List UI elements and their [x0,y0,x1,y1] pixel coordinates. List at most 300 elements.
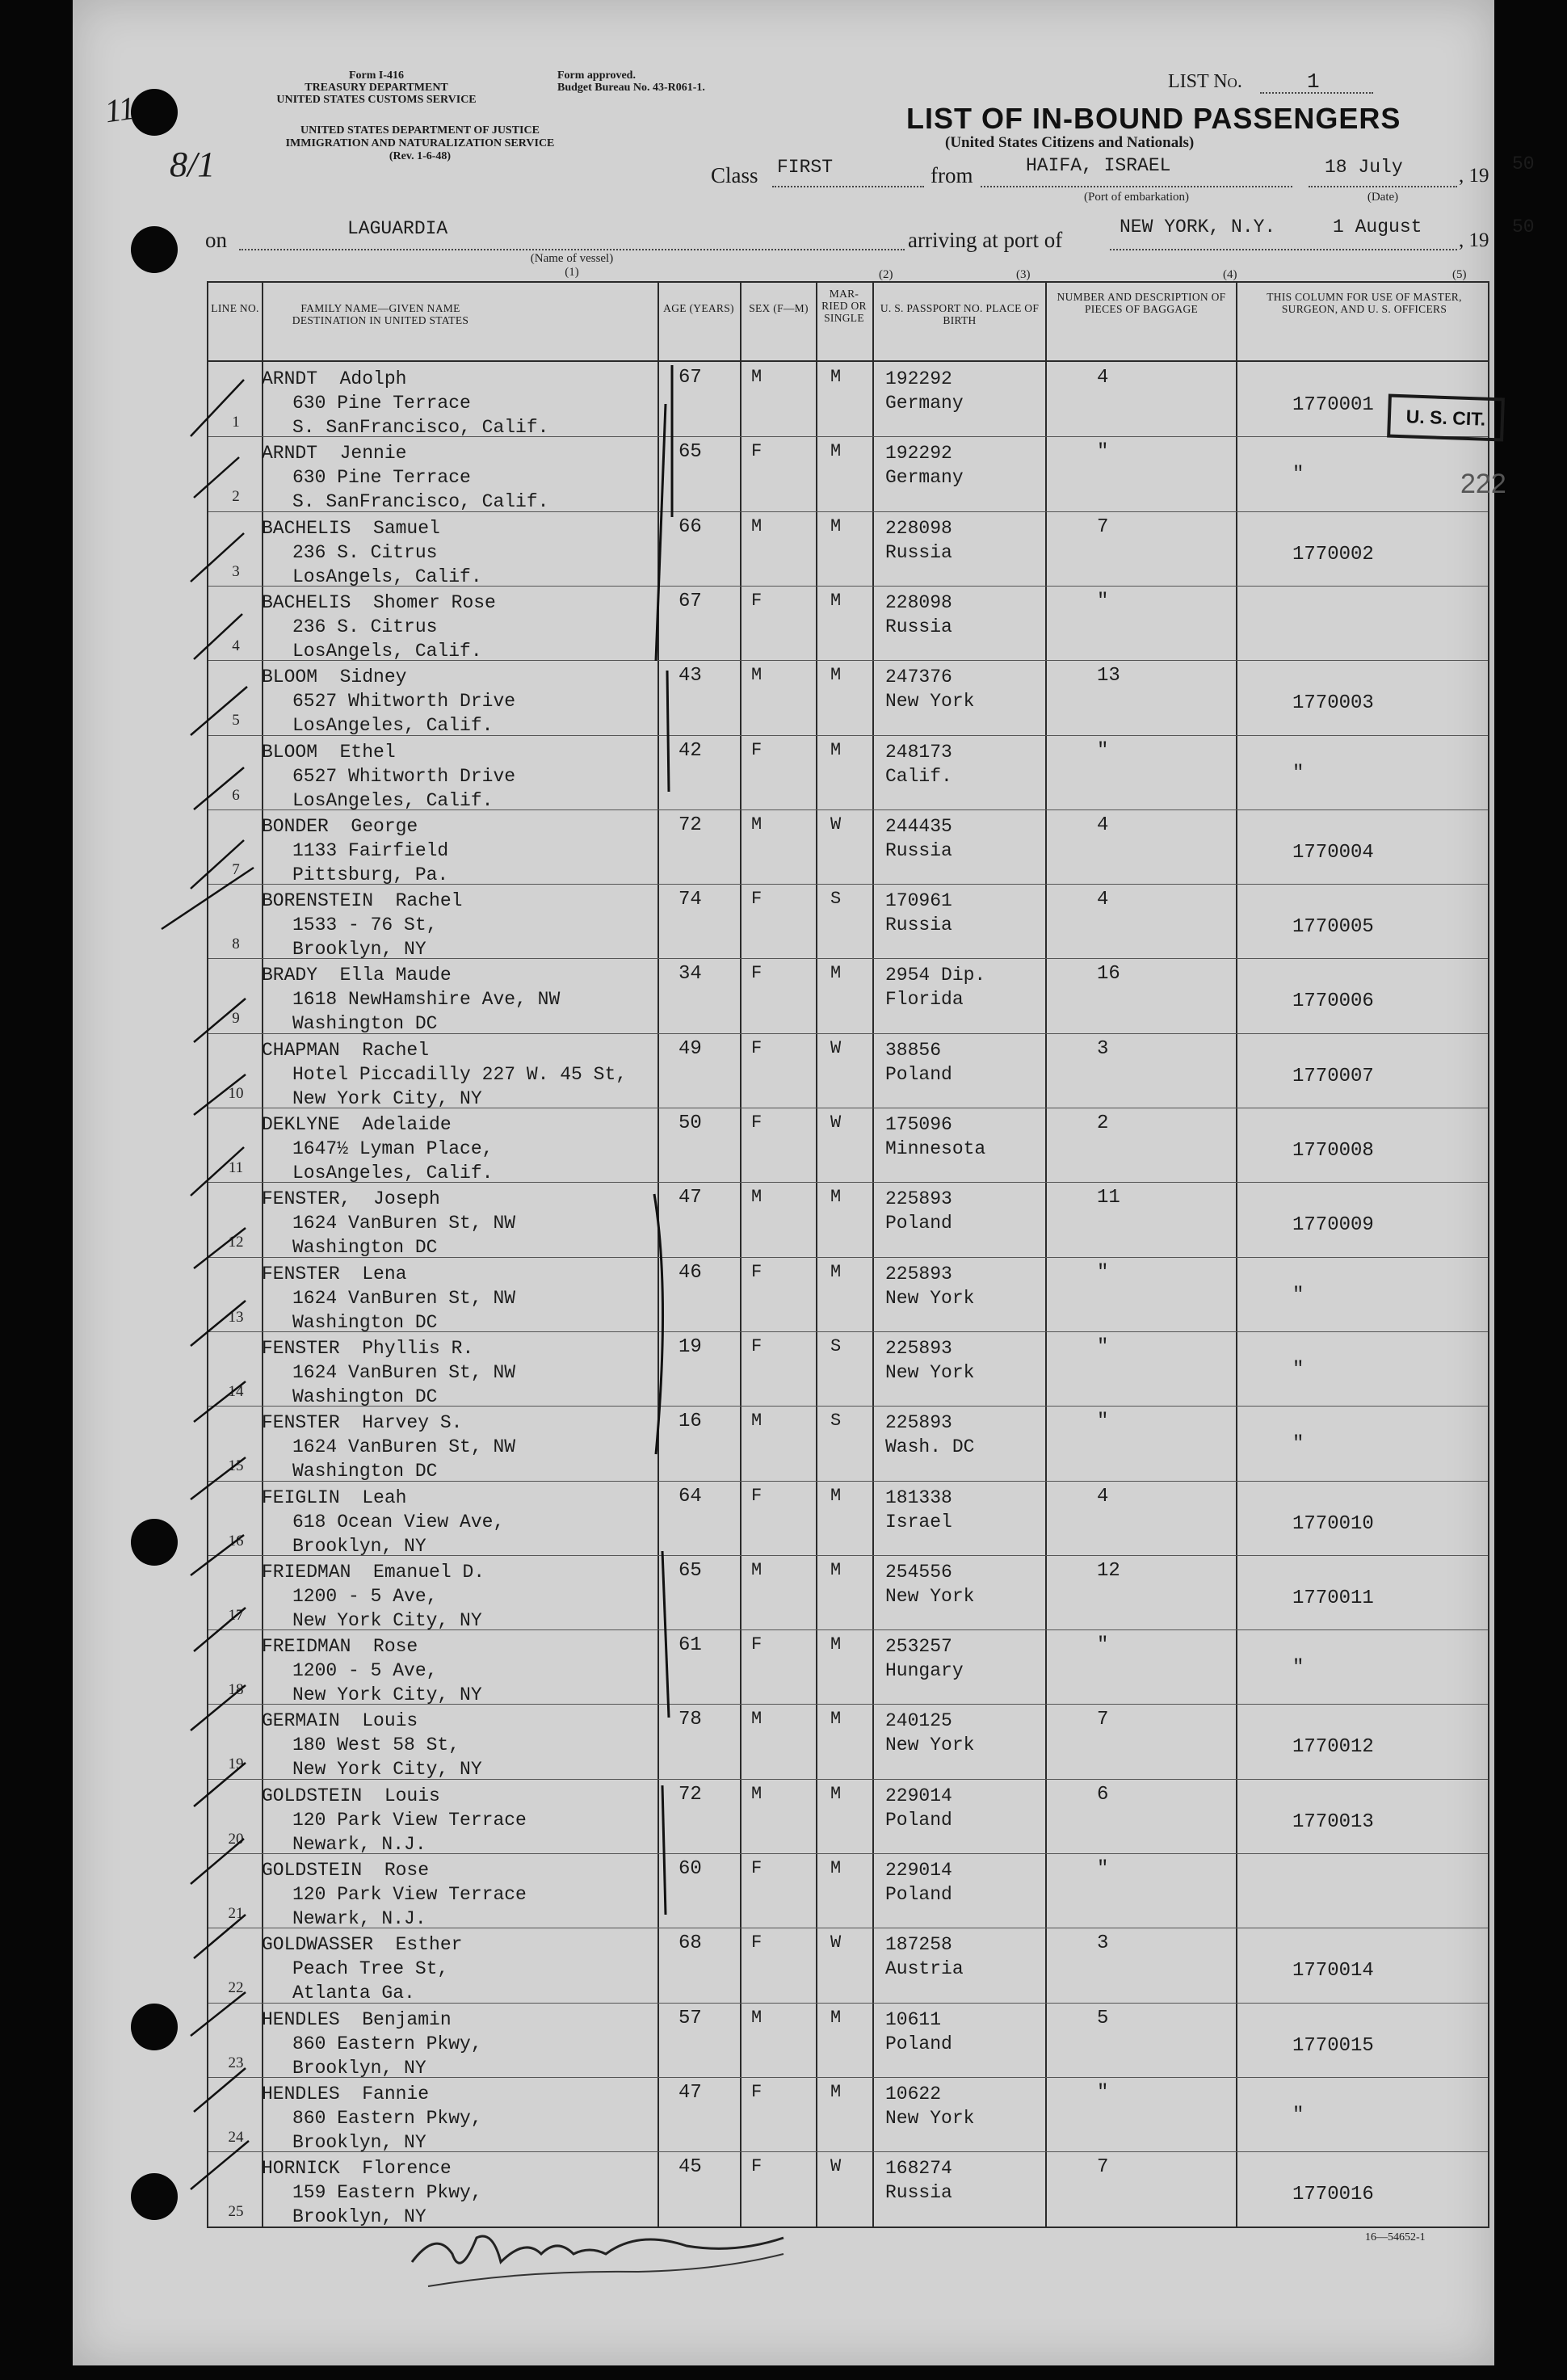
officer-number: " [1292,464,1304,486]
address-line-2: Brooklyn, NY [292,2131,426,2153]
baggage-count: " [1097,1261,1109,1284]
arrival-date: 1 August [1333,217,1422,238]
passport-birthplace [885,740,952,788]
passport-number: 228098 [885,517,952,539]
line-number: 20 [228,1830,244,1848]
baggage-count: 4 [1097,367,1109,389]
marital-status: M [830,515,842,536]
passenger-name: DEKLYNE Adelaide [262,1114,452,1135]
passenger-name-address [262,1262,515,1335]
line-number: 11 [228,1159,244,1176]
sex: F [751,2081,762,2102]
passport-number: 229014 [885,1785,952,1806]
age: 50 [678,1112,702,1134]
passenger-row [208,1481,1488,1556]
officer-number: " [1292,1657,1304,1680]
place-of-birth: Germany [885,467,964,489]
port-caption: (Port of embarkation) [1084,191,1189,204]
baggage-count: 6 [1097,1783,1109,1806]
address-line-2: Washington DC [292,1013,438,1035]
passenger-name-address [262,889,462,961]
sex: M [751,665,762,686]
passport-number: 248173 [885,741,952,763]
age: 19 [678,1335,702,1358]
address-line-2: Brooklyn, NY [292,1535,426,1557]
line-number: 3 [232,562,240,580]
line-number: 17 [228,1606,244,1624]
passenger-name-address [262,1784,527,1856]
age: 67 [678,367,702,389]
age: 61 [678,1634,702,1657]
address-line-1: 860 Eastern Pkwy, [292,2107,482,2129]
line-number: 14 [228,1382,244,1400]
baggage-count: 13 [1097,665,1120,688]
sex: F [751,1932,762,1953]
age: 67 [678,590,702,612]
from-label: from [931,163,973,187]
age: 78 [678,1709,702,1731]
sex: F [751,590,762,611]
passport-birthplace [885,1634,964,1683]
sex: F [751,441,762,462]
address-line-1: 6527 Whitworth Drive [292,691,516,713]
passport-number: 247376 [885,666,952,688]
line-number: 25 [228,2203,244,2221]
line-number: 5 [232,712,240,730]
line-number: 9 [232,1010,240,1028]
col-num-3: (3) [1016,268,1031,281]
officer-number: 1770008 [1292,1140,1374,1162]
address-line-2: LosAngeles, Calif. [292,715,494,737]
passenger-name-address [262,2082,482,2155]
marital-status: W [830,2156,842,2177]
page-subtitle: (United States Citizens and Nationals) [945,134,1195,151]
officer-number: 1770010 [1292,1512,1374,1535]
age: 47 [678,2081,702,2104]
year-prefix: , 19 [1459,165,1489,187]
age: 60 [678,1858,702,1880]
passenger-name: FENSTER, Joseph [262,1188,440,1210]
address-line-2: S. SanFrancisco, Calif. [292,417,549,438]
officer-number: 1770007 [1292,1065,1374,1087]
baggage-count: " [1097,739,1109,762]
age: 42 [678,739,702,762]
passenger-name: BLOOM Sidney [262,666,407,688]
address-line-2: New York City, NY [292,1609,482,1631]
passenger-row [208,1182,1488,1257]
sex: F [751,1634,762,1655]
place-of-birth: Austria [885,1958,964,1980]
passenger-row [208,1108,1488,1183]
marital-status: W [830,1932,842,1953]
baggage-count: " [1097,590,1109,612]
age: 72 [678,814,702,836]
list-no-label: LIST No. [1168,71,1242,92]
passenger-name-address [262,814,448,887]
address-line-2: Newark, N.J. [292,1908,426,1929]
passenger-row [208,362,1488,437]
passenger-row [208,660,1488,735]
sex: F [751,1112,762,1133]
place-of-birth: Russia [885,616,952,637]
passport-birthplace [885,1112,985,1161]
marital-status: M [830,963,842,984]
passenger-name-address [262,1187,515,1259]
marital-status: M [830,1634,842,1655]
marital-status: S [830,889,842,910]
col-num-5: (5) [1452,268,1467,281]
place-of-birth: Poland [885,1884,952,1905]
place-of-birth: Florida [885,989,964,1011]
passport-birthplace [885,814,952,863]
passenger-name-address [262,1112,493,1185]
baggage-count: 3 [1097,1037,1109,1060]
address-line-2: Washington DC [292,1311,438,1333]
place-of-birth: New York [885,2107,975,2129]
marital-status: M [830,1858,842,1878]
address-line-2: LosAngels, Calif. [292,640,482,662]
passenger-name-address [262,1932,462,2005]
line-number: 13 [228,1308,244,1326]
passport-birthplace [885,1784,952,1832]
marital-status: S [830,1335,842,1356]
line-number: 1 [232,414,240,431]
citizen-stamp: U. S. CIT. [1387,394,1505,442]
passenger-name-address [262,367,548,439]
sex: F [751,963,762,984]
col-header-sex: SEX (F—M) [749,302,809,314]
place-of-birth: Wash. DC [885,1436,975,1458]
baggage-count: " [1097,1411,1109,1433]
address-line-1: 180 West 58 St, [292,1735,460,1756]
marital-status: S [830,1411,842,1432]
passport-birthplace [885,1336,974,1385]
place-of-birth: Poland [885,1063,952,1085]
baggage-count: " [1097,2081,1109,2104]
address-line-1: 159 Eastern Pkwy, [292,2182,482,2204]
passport-number: 10611 [885,2008,942,2030]
age: 57 [678,2007,702,2029]
year-value: 50 [1512,153,1535,175]
officer-number: 1770005 [1292,916,1374,939]
line-number: 22 [228,1979,244,1997]
passenger-name-address [262,1411,515,1483]
baggage-count: 7 [1097,515,1109,538]
marital-status: W [830,1112,842,1133]
place-of-birth: Calif. [885,765,952,787]
passenger-row [208,511,1488,587]
passport-number: 2954 Dip. [885,965,986,986]
marital-status: M [830,1783,842,1804]
date-caption: (Date) [1367,191,1399,204]
stamp-count: 222 [1460,469,1506,499]
col-num-2: (2) [879,268,893,281]
address-line-1: 618 Ocean View Ave, [292,1511,505,1533]
margin-note-top: 11 [103,89,137,130]
age: 34 [678,963,702,986]
page-title: LIST OF IN-BOUND PASSENGERS [906,102,1401,135]
passenger-name-address [262,1336,515,1409]
officer-number: " [1292,1433,1304,1456]
passport-number: 240125 [885,1710,952,1732]
marital-status: M [830,590,842,611]
print-code: 16—54652-1 [1365,2231,1426,2243]
passenger-name-address [262,665,515,738]
passenger-row [208,1406,1488,1481]
baggage-count: " [1097,441,1109,464]
sex: M [751,1559,762,1580]
line-number: 10 [228,1084,244,1102]
place-of-birth: New York [885,1287,975,1309]
sex: F [751,1335,762,1356]
passenger-name: BLOOM Ethel [262,741,396,763]
sex: M [751,1709,762,1730]
place-of-birth: New York [885,1735,975,1756]
officer-number: 1770014 [1292,1960,1374,1983]
address-line-2: S. SanFrancisco, Calif. [292,491,549,513]
doj-info: UNITED STATES DEPARTMENT OF JUSTICE IMMIGRATION AND NATURALIZATION SERVICE (Rev. 1-6-48) [285,124,555,162]
address-line-1: 630 Pine Terrace [292,467,471,489]
sex: M [751,814,762,835]
line-number: 23 [228,2054,244,2071]
place-of-birth: New York [885,1361,975,1383]
passenger-name-address [262,1560,485,1633]
age: 68 [678,1932,702,1955]
passport-birthplace [885,1486,952,1534]
passenger-name: HORNICK Florence [262,2158,452,2180]
passport-number: 38856 [885,1039,942,1061]
place-of-birth: Poland [885,2033,952,2054]
age: 49 [678,1037,702,1060]
address-line-2: Washington DC [292,1386,438,1407]
marital-status: M [830,1559,842,1580]
passenger-row [208,1331,1488,1407]
baggage-count: 12 [1097,1559,1120,1582]
age: 45 [678,2156,702,2179]
passenger-row [208,2003,1488,2078]
line-number: 7 [232,860,240,878]
passenger-name: ARNDT Jennie [262,443,407,465]
place-of-birth: Hungary [885,1660,964,1682]
passenger-name: HENDLES Benjamin [262,2008,452,2030]
line-number: 18 [228,1681,244,1699]
address-line-1: 630 Pine Terrace [292,393,471,414]
passport-birthplace [885,2008,952,2056]
passenger-name: CHAPMAN Rachel [262,1039,430,1061]
passenger-row [208,1853,1488,1928]
place-of-birth: Russia [885,915,952,936]
passenger-name-address [262,2156,482,2229]
marital-status: M [830,1187,842,1208]
address-line-1: 6527 Whitworth Drive [292,765,516,787]
passenger-name: BACHELIS Shomer Rose [262,591,496,613]
on-label: on [205,228,227,252]
address-line-1: 1618 NewHamshire Ave, NW [292,989,561,1011]
passport-number: 229014 [885,1860,952,1881]
marital-status: M [830,1709,842,1730]
passport-birthplace [885,1858,952,1907]
line-number: 16 [228,1532,244,1550]
address-line-2: Washington DC [292,1461,438,1482]
sex: M [751,1783,762,1804]
vessel-value: LAGUARDIA [347,218,448,239]
line-number: 6 [232,786,240,804]
address-line-2: Brooklyn, NY [292,2206,426,2228]
passenger-name-address [262,1709,482,1781]
manifest-page [73,0,1535,2365]
officer-number: 1770009 [1292,1214,1374,1237]
sex: M [751,515,762,536]
passenger-name: GOLDSTEIN Louis [262,1785,440,1806]
marital-status: M [830,1485,842,1506]
col-header-passport: U. S. PASSPORT NO. PLACE OF BIRTH [880,302,1040,326]
address-line-1: 236 S. Citrus [292,541,438,563]
officer-number: 1770015 [1292,2034,1374,2057]
passport-number: 10622 [885,2083,942,2105]
baggage-count: " [1097,1858,1109,1880]
form-info: Form I-416 TREASURY DEPARTMENT UNITED STATES CUSTOMS SERVICE [276,69,477,106]
address-line-2: Washington DC [292,1237,438,1259]
marital-status: M [830,367,842,387]
passenger-name: BACHELIS Samuel [262,517,440,539]
passport-birthplace [885,1932,964,1981]
approval-info: Form approved. Budget Bureau No. 43-R061-1. [557,69,705,94]
passenger-row [208,1704,1488,1779]
passport-number: 181338 [885,1486,952,1508]
passport-number: 175096 [885,1114,952,1135]
age: 16 [678,1411,702,1433]
address-line-1: Hotel Piccadilly 227 W. 45 St, [292,1063,628,1085]
passport-birthplace [885,591,952,639]
col-header-name: FAMILY NAME—GIVEN NAME DESTINATION IN UNITED STATES [292,302,469,326]
passport-number: 244435 [885,815,952,837]
passenger-row [208,958,1488,1033]
passport-number: 170961 [885,890,952,912]
address-line-2: Newark, N.J. [292,1833,426,1855]
passenger-row [208,1779,1488,1854]
passenger-name-address [262,1634,482,1707]
marital-status: W [830,814,842,835]
passenger-name-address [262,516,482,589]
passenger-table [207,281,1506,2228]
col-header-officers: THIS COLUMN FOR USE OF MASTER, SURGEON, AND U. S. OFFICERS [1267,291,1462,315]
passenger-row [208,735,1488,810]
age: 47 [678,1187,702,1209]
passenger-row [208,884,1488,959]
passenger-name-address [262,1038,627,1111]
arrival-year: 50 [1512,217,1535,238]
passport-number: 168274 [885,2158,952,2180]
address-line-2: LosAngeles, Calif. [292,1163,494,1184]
passport-birthplace [885,441,964,490]
address-line-1: 1200 - 5 Ave, [292,1660,438,1682]
address-line-1: 120 Park View Terrace [292,1809,527,1831]
officer-number: " [1292,1358,1304,1381]
age: 65 [678,1559,702,1582]
passenger-name: FEIGLIN Leah [262,1486,407,1508]
place-of-birth: Minnesota [885,1138,986,1159]
officer-number: 1770004 [1292,841,1374,864]
passport-birthplace [885,516,952,565]
place-of-birth: Russia [885,2182,952,2204]
address-line-2: New York City, NY [292,1087,482,1109]
port-value: HAIFA, ISRAEL [1026,155,1171,176]
baggage-count: 3 [1097,1932,1109,1955]
officer-number: 1770013 [1292,1810,1374,1833]
sex: M [751,1411,762,1432]
passenger-name: FENSTER Phyllis R. [262,1337,474,1359]
arrival-port: NEW YORK, N.Y. [1120,217,1276,238]
col-header-married: MAR-RIED OR SINGLE [821,288,867,324]
class-value: FIRST [777,157,834,178]
address-line-2: Atlanta Ga. [292,1983,415,2004]
marital-status: M [830,441,842,462]
address-line-1: 1200 - 5 Ave, [292,1585,438,1607]
passport-number: 225893 [885,1412,952,1434]
passenger-name: HENDLES Fannie [262,2083,430,2105]
col-header-baggage: NUMBER AND DESCRIPTION OF PIECES OF BAGGAGE [1057,291,1226,315]
officer-number: 1770016 [1292,2184,1374,2206]
passport-birthplace [885,1187,952,1235]
sex: F [751,2156,762,2177]
punch-hole [131,2173,178,2220]
passport-birthplace [885,2082,974,2130]
address-line-1: Peach Tree St, [292,1958,449,1980]
passport-birthplace [885,1038,952,1087]
age: 74 [678,889,702,911]
passenger-row [208,809,1488,885]
passenger-name-address [262,963,560,1036]
address-line-1: 1133 Fairfield [292,839,449,861]
passenger-name: GOLDSTEIN Rose [262,1860,430,1881]
sex: F [751,889,762,910]
marital-status: W [830,1037,842,1058]
address-line-1: 1624 VanBuren St, NW [292,1436,516,1458]
list-no-value: 1 [1307,69,1320,94]
address-line-2: New York City, NY [292,1759,482,1781]
passenger-name: FREIDMAN Rose [262,1636,418,1658]
place-of-birth: Poland [885,1809,952,1831]
passenger-name: FENSTER Harvey S. [262,1412,463,1434]
sex: F [751,1485,762,1506]
passenger-row [208,586,1488,661]
passport-number: 253257 [885,1636,952,1658]
address-line-1: 860 Eastern Pkwy, [292,2033,482,2054]
address-line-1: 1647½ Lyman Place, [292,1138,494,1159]
passenger-name: GOLDWASSER Esther [262,1934,463,1956]
passport-birthplace [885,889,952,937]
address-line-2: LosAngeles, Calif. [292,789,494,811]
baggage-count: 4 [1097,1485,1109,1507]
col-header-line: LINE NO. [211,302,259,314]
passenger-name: FRIEDMAN Emanuel D. [262,1561,485,1583]
officer-number: 1770003 [1292,692,1374,715]
passport-birthplace [885,665,974,713]
address-line-2: Brooklyn, NY [292,939,426,961]
address-line-1: 1624 VanBuren St, NW [292,1361,516,1383]
officer-number: " [1292,2104,1304,2126]
passport-birthplace [885,1262,974,1310]
passport-number: 225893 [885,1263,952,1285]
passenger-name-address [262,441,548,514]
passport-number: 254556 [885,1561,952,1583]
line-number: 4 [232,637,240,654]
passenger-name: BRADY Ella Maude [262,965,452,986]
age: 72 [678,1783,702,1806]
passenger-row [208,2077,1488,2152]
class-label: Class [711,163,758,187]
passenger-row [208,1033,1488,1108]
